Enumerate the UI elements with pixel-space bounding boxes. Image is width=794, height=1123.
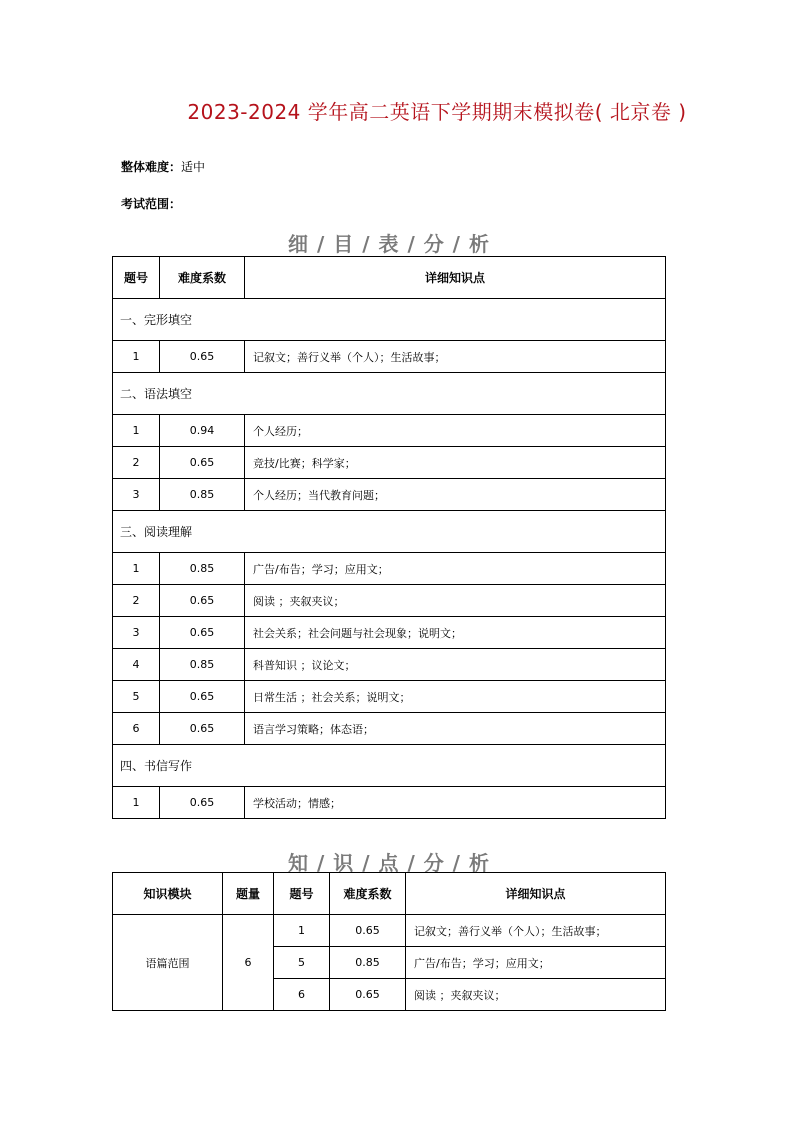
knowledge-header-row <box>113 873 666 915</box>
detail-section-heading: 细 / 目 / 表 / 分 / 析 <box>288 232 490 256</box>
table-row <box>113 787 666 819</box>
knowledge-points: 日常生活 ；社会关系；说明文； <box>245 681 666 713</box>
question-no: 5 <box>113 681 160 713</box>
knowledge-points: 广告/布告；学习；应用文； <box>406 947 666 979</box>
question-no: 1 <box>113 787 160 819</box>
difficulty-coef: 0.65 <box>160 787 245 819</box>
header-knowledge-points: 详细知识点 <box>406 873 666 915</box>
table-row <box>113 915 666 947</box>
knowledge-points: 记叙文；善行义举（个人）；生活故事； <box>406 915 666 947</box>
table-row <box>113 479 666 511</box>
difficulty-coef: 0.65 <box>160 617 245 649</box>
difficulty-coef: 0.85 <box>160 479 245 511</box>
question-no: 6 <box>113 713 160 745</box>
knowledge-points: 竞技/比赛；科学家； <box>245 447 666 479</box>
knowledge-points: 科普知识 ；议论文； <box>245 649 666 681</box>
table-row <box>113 649 666 681</box>
knowledge-module: 语篇范围 <box>113 915 223 1011</box>
header-difficulty: 难度系数 <box>330 873 406 915</box>
knowledge-points: 阅读 ；夹叙夹议； <box>406 979 666 1011</box>
header-knowledge-points: 详细知识点 <box>245 257 666 299</box>
section-row <box>113 373 666 415</box>
difficulty-coef: 0.65 <box>160 585 245 617</box>
header-module: 知识模块 <box>113 873 223 915</box>
difficulty-coef: 0.85 <box>160 553 245 585</box>
knowledge-points: 学校活动；情感； <box>245 787 666 819</box>
knowledge-points: 个人经历；当代教育问题； <box>245 479 666 511</box>
difficulty-coef: 0.65 <box>160 447 245 479</box>
question-no: 1 <box>274 915 330 947</box>
section-row <box>113 511 666 553</box>
section-name: 一、完形填空 <box>113 299 666 341</box>
section-name: 二、语法填空 <box>113 373 666 415</box>
difficulty-coef: 0.65 <box>160 713 245 745</box>
question-no: 3 <box>113 479 160 511</box>
question-no: 2 <box>113 447 160 479</box>
table-row <box>113 553 666 585</box>
document-title: 2023-2024 学年高二英语下学期期末模拟卷( 北京卷 ) <box>187 100 687 124</box>
table-row <box>113 585 666 617</box>
section-name: 四、书信写作 <box>113 745 666 787</box>
difficulty-coef: 0.65 <box>160 341 245 373</box>
knowledge-points: 记叙文；善行义举（个人）；生活故事； <box>245 341 666 373</box>
table-row <box>113 415 666 447</box>
table-row <box>113 617 666 649</box>
question-no: 4 <box>113 649 160 681</box>
section-row <box>113 299 666 341</box>
detail-table <box>112 256 666 819</box>
table-row <box>113 713 666 745</box>
header-count: 题量 <box>223 873 274 915</box>
difficulty-coef: 0.65 <box>330 915 406 947</box>
difficulty-coef: 0.85 <box>330 947 406 979</box>
difficulty-coef: 0.94 <box>160 415 245 447</box>
question-no: 1 <box>113 341 160 373</box>
question-no: 5 <box>274 947 330 979</box>
difficulty-coef: 0.85 <box>160 649 245 681</box>
header-difficulty: 难度系数 <box>160 257 245 299</box>
table-row <box>113 681 666 713</box>
header-question-no: 题号 <box>113 257 160 299</box>
knowledge-table <box>112 872 666 1011</box>
difficulty-value: 适中 <box>181 160 206 174</box>
knowledge-points: 社会关系；社会问题与社会现象；说明文； <box>245 617 666 649</box>
difficulty-coef: 0.65 <box>330 979 406 1011</box>
difficulty-line <box>121 158 205 175</box>
detail-header-row <box>113 257 666 299</box>
question-no: 1 <box>113 553 160 585</box>
scope-label: 考试范围： <box>121 197 182 211</box>
knowledge-section-heading: 知 / 识 / 点 / 分 / 析 <box>288 851 490 875</box>
question-no: 3 <box>113 617 160 649</box>
question-count: 6 <box>223 915 274 1011</box>
question-no: 1 <box>113 415 160 447</box>
section-name: 三、阅读理解 <box>113 511 666 553</box>
knowledge-points: 广告/布告；学习；应用文； <box>245 553 666 585</box>
knowledge-points: 阅读 ；夹叙夹议； <box>245 585 666 617</box>
question-no: 2 <box>113 585 160 617</box>
section-row <box>113 745 666 787</box>
knowledge-points: 语言学习策略；体态语； <box>245 713 666 745</box>
difficulty-coef: 0.65 <box>160 681 245 713</box>
table-row <box>113 341 666 373</box>
knowledge-points: 个人经历； <box>245 415 666 447</box>
difficulty-label: 整体难度： <box>121 160 182 174</box>
question-no: 6 <box>274 979 330 1011</box>
table-row <box>113 447 666 479</box>
header-question-no: 题号 <box>274 873 330 915</box>
